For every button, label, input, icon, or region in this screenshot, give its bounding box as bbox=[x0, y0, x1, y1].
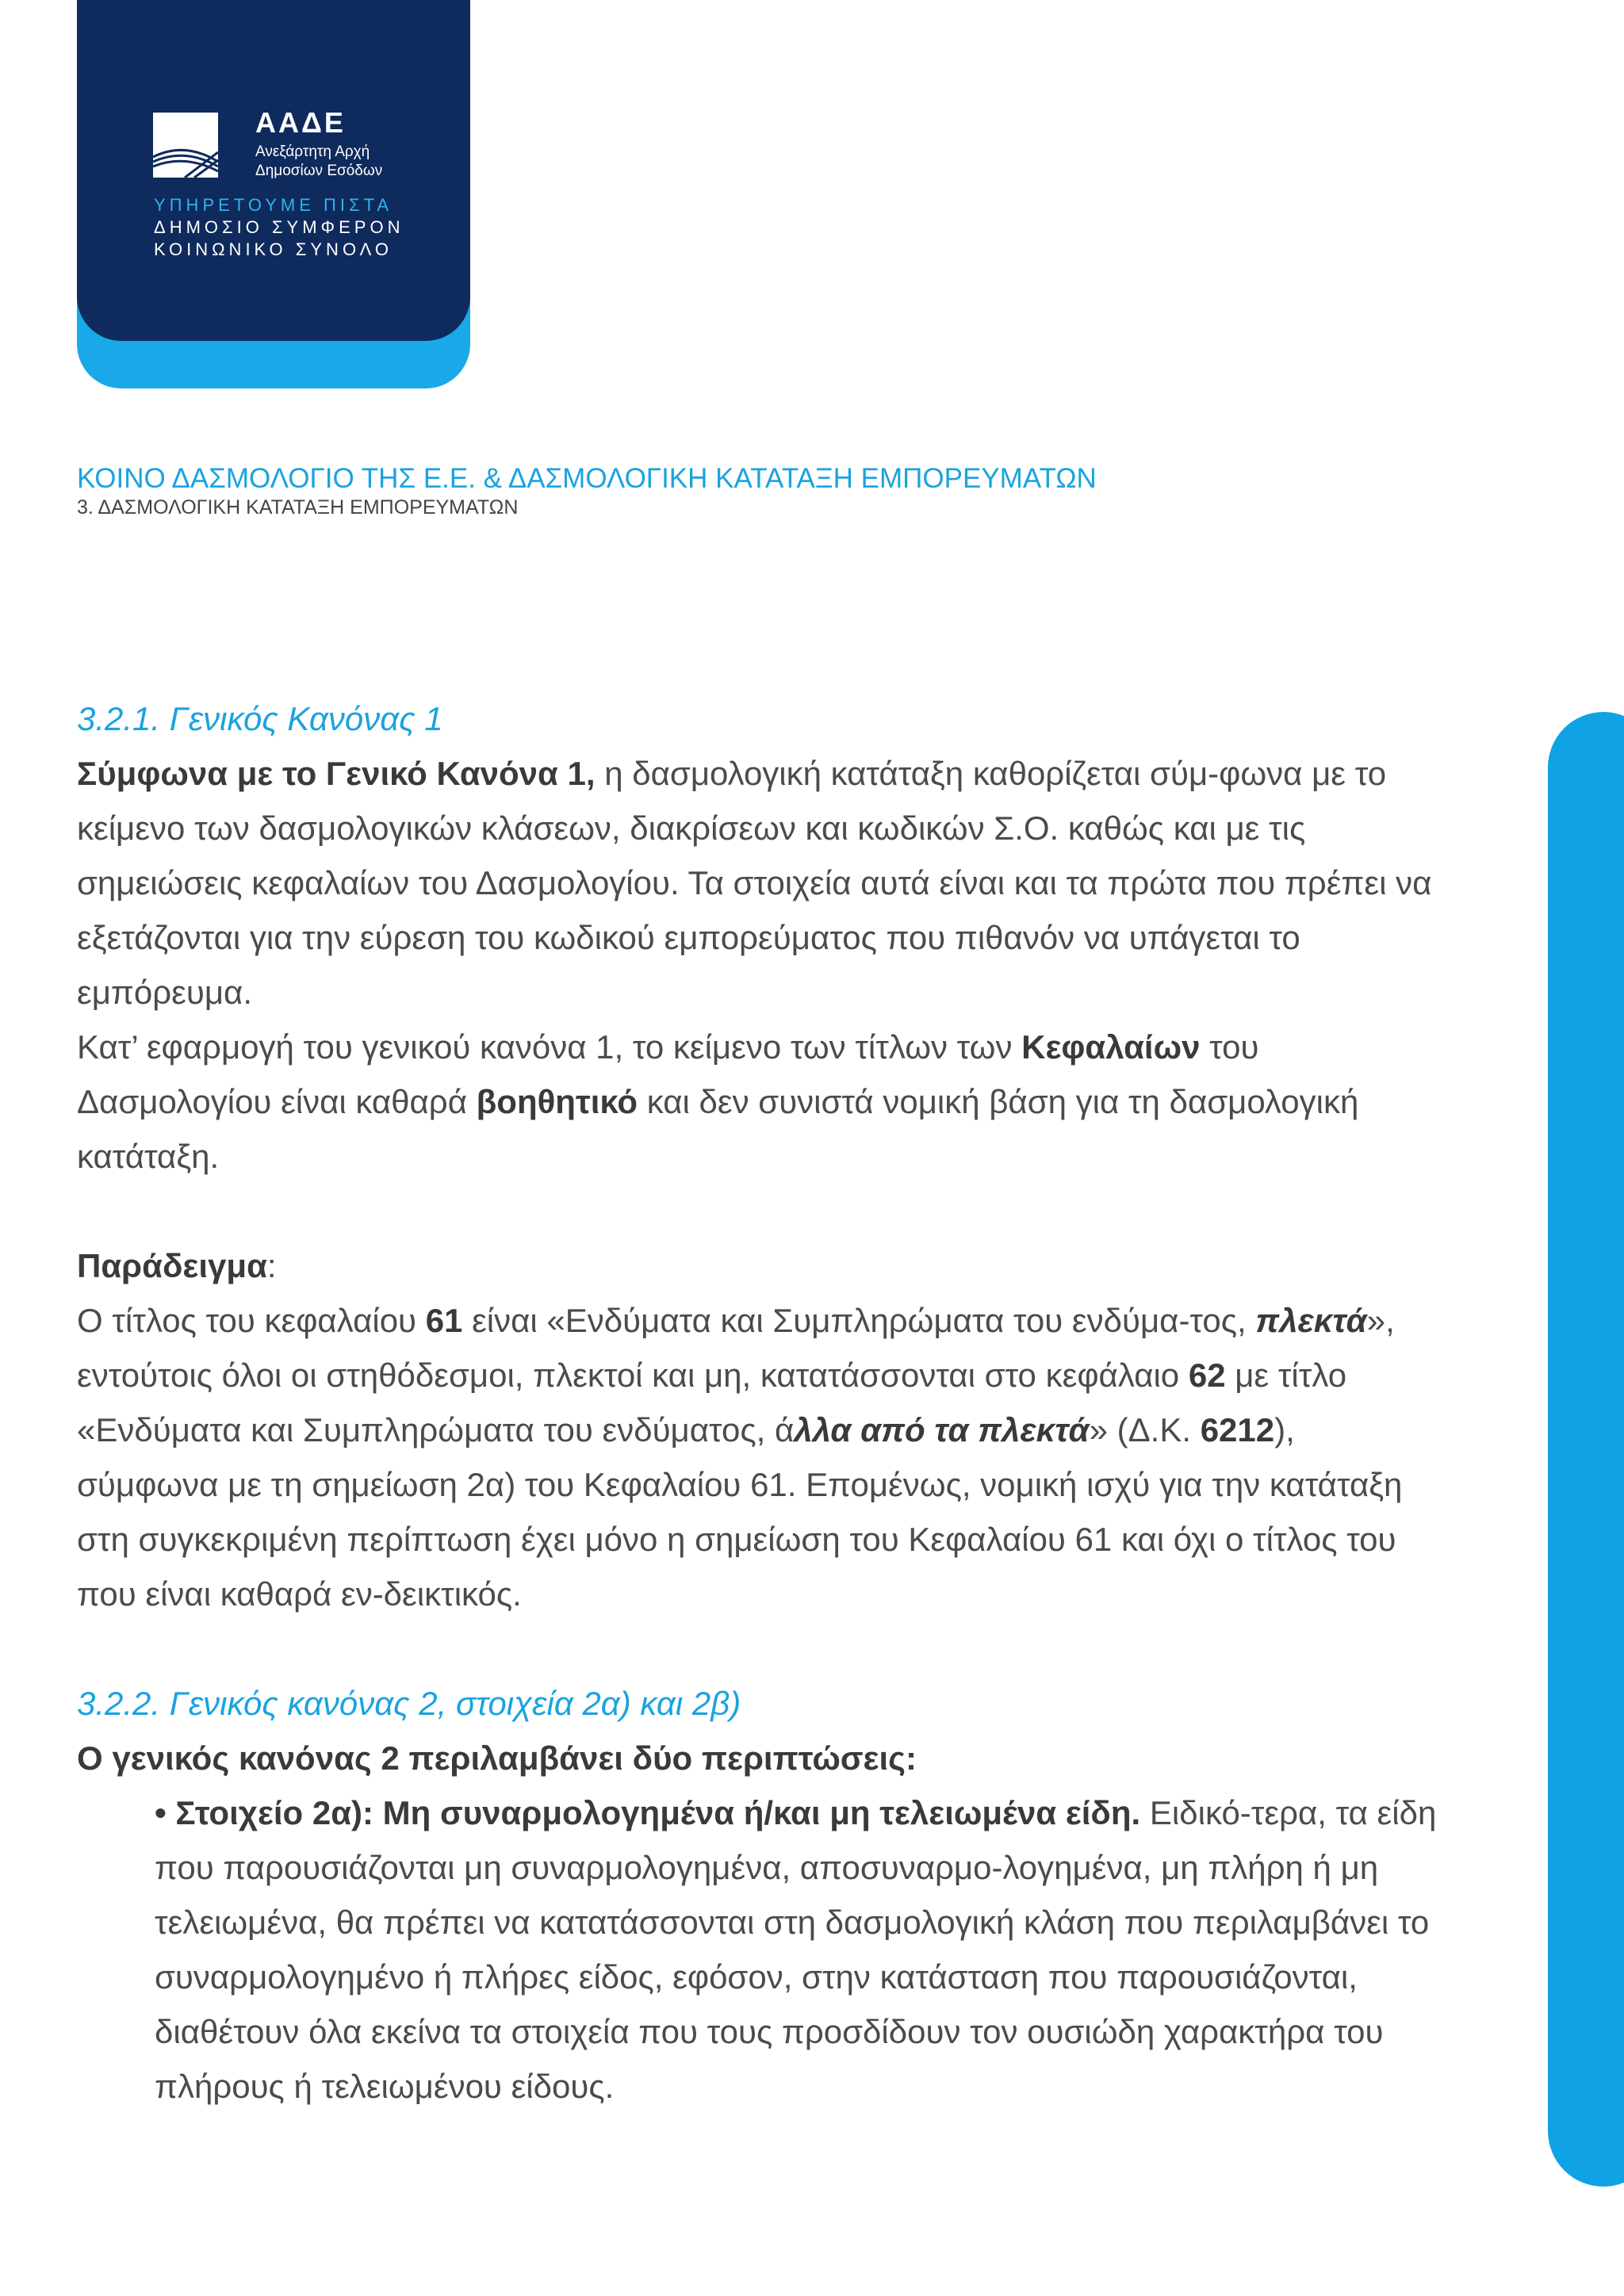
brand-subtitle-1: Ανεξάρτητη Αρχή bbox=[255, 144, 370, 160]
brand-motto-1: ΥΠΗΡΕΤΟΥΜΕ ΠΙΣΤΑ bbox=[154, 195, 393, 215]
document-subtitle: 3. ΔΑΣΜΟΛΟΓΙΚΗ ΚΑΤΑΤΑΞΗ ΕΜΠΟΡΕΥΜΑΤΩΝ bbox=[77, 496, 519, 519]
rule-1-lead: Σύμφωνα με το Γενικό Κανόνα 1, bbox=[77, 755, 596, 792]
bullet-item-2a: • Στοιχείο 2α): Μη συναρμολογημένα ή/και μη τελειωμένα είδη. Ειδικό-τερα, τα είδη που παρουσιάζονται μη συναρμολογημένα, αποσυναρμο-λογημένα, μη πλήρη ή μη τελειωμένα, θα πρέπει να κατατάσσονται στη δασμολογική κλάση που περιλαμβάνει το συναρμολογημένο ή πλήρες είδος, εφόσον, στην κατάσταση που παρουσιάζονται, διαθέτουν όλα εκείνα τα στοιχεία που τους προσδίδουν τον ουσιώδη χαρακτήρα του πλήρους ή τελειωμένου είδους. bbox=[155, 1794, 1437, 2105]
document-title: ΚΟΙΝΟ ΔΑΣΜΟΛΟΓΙΟ ΤΗΣ Ε.Ε. & ΔΑΣΜΟΛΟΓΙΚΗ ΚΑΤΑΤΑΞΗ ΕΜΠΟΡΕΥΜΑΤΩΝ bbox=[77, 463, 1097, 494]
example-label: Παράδειγμα: bbox=[77, 1247, 277, 1284]
rule-2-intro: Ο γενικός κανόνας 2 περιλαμβάνει δύο περιπτώσεις: bbox=[77, 1739, 917, 1777]
section-heading-1: 3.2.1. Γενικός Κανόνας 1 bbox=[77, 700, 443, 737]
side-tab-decoration bbox=[1548, 712, 1624, 2187]
section1-paragraph-2: Κατ’ εφαρμογή του γενικού κανόνα 1, το κείμενο των τίτλων των Κεφαλαίων του Δασμολογίου είναι καθαρά βοηθητικό και δεν συνιστά νομική βάση για τη δασμολογική κατάταξη. bbox=[77, 1028, 1359, 1175]
brand-panel bbox=[77, 0, 470, 341]
brand-subtitle-2: Δημοσίων Εσόδων bbox=[255, 163, 383, 179]
section-heading-2: 3.2.2. Γενικός κανόνας 2, στοιχεία 2α) και 2β) bbox=[77, 1685, 741, 1722]
example-paragraph: Ο τίτλος του κεφαλαίου 61 είναι «Ενδύματα και Συμπληρώματα του ενδύμα-τος, πλεκτά», εντούτοις όλοι οι στηθόδεσμοι, πλεκτοί και μη, κατατάσσονται στο κεφάλαιο 62 με τίτλο «Ενδύματα και Συμπληρώματα του ενδύματος, άλλα από τα πλεκτά» (Δ.Κ. 6212), σύμφωνα με τη σημείωση 2α) του Κεφαλαίου 61. Επομένως, νομική ισχύ για την κατάταξη στη συγκεκριμένη περίπτωση έχει μόνο η σημείωση του Κεφαλαίου 61 και όχι ο τίτλος του που είναι καθαρά εν-δεικτικός. bbox=[77, 1302, 1403, 1613]
brand-motto-2: ΔΗΜΟΣΙΟ ΣΥΜΦΕΡΟΝ bbox=[154, 217, 404, 237]
section1-paragraph-1: Σύμφωνα με το Γενικό Κανόνα 1, η δασμολογική κατάταξη καθορίζεται σύμ-φωνα με το κείμενο των δασμολογικών κλάσεων, διακρίσεων και κωδικών Σ.Ο. καθώς και με τις σημειώσεις κεφαλαίων του Δασμολογίου. Τα στοιχεία αυτά είναι και τα πρώτα που πρέπει να εξετάζονται για την εύρεση του κωδικού εμπορεύματος που πιθανόν να υπάγεται το εμπόρευμα. bbox=[77, 755, 1432, 1011]
aade-logo-icon bbox=[153, 113, 218, 178]
page-content bbox=[77, 691, 1441, 2114]
brand-name: ΑΑΔΕ bbox=[255, 106, 346, 139]
brand-motto-3: ΚΟΙΝΩΝΙΚΟ ΣΥΝΟΛΟ bbox=[154, 239, 393, 259]
